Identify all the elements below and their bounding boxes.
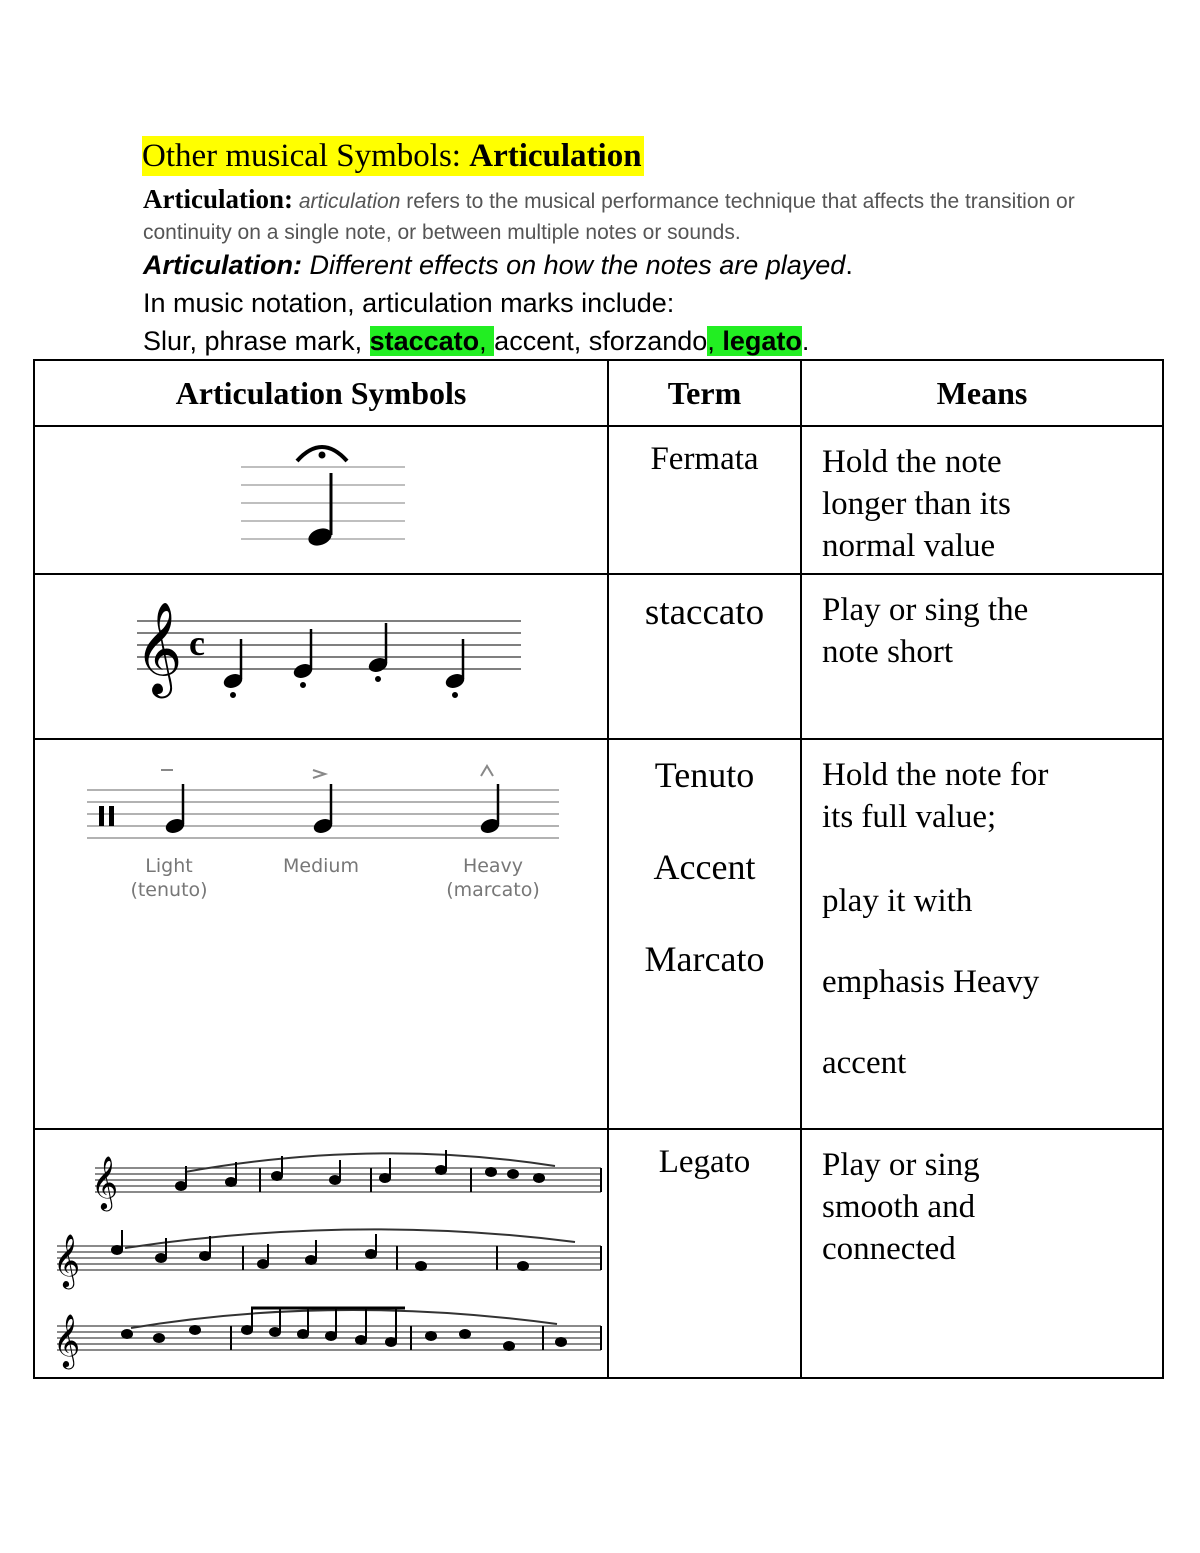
label-marcato: (marcato) [446,879,540,901]
marks-comma1: , [479,326,495,356]
fermata-means-cell [801,426,1163,574]
definition-text: refers to the musical performance technique that affects the transition or continuity on a single note, or between multiple notes or sounds. [143,190,1075,244]
marks-part1: Slur, phrase mark, [143,326,370,356]
means-line: Hold the note [822,444,1002,480]
table-row [34,426,1163,574]
fermata-term-cell [608,426,801,574]
effects-period: . [845,250,853,280]
header-symbols: Articulation Symbols [34,360,608,426]
treble-clef-icon: 𝄞 [53,1233,81,1287]
term-fermata: Fermata [650,441,759,477]
staccato-symbol-cell [34,574,608,739]
means-line: its full value; [822,799,997,835]
means-line: emphasis Heavy [822,964,1040,1000]
legato-symbol-cell [34,1129,608,1378]
staccato-term-cell [608,574,801,739]
label-medium: Medium [283,855,359,877]
common-time-icon: c [189,623,205,663]
title-prefix: Other musical Symbols: [142,138,470,174]
means-line: smooth and [822,1189,976,1225]
definition-paragraph [143,184,1083,248]
term-tenuto: Tenuto [654,755,755,795]
treble-clef-icon: 𝄞 [91,1155,119,1209]
treble-clef-icon: 𝄞 [53,1313,81,1367]
dynamics-means-cell [801,739,1163,1129]
marks-list [143,323,809,359]
marks-end: . [801,326,810,356]
legato-term-cell [608,1129,801,1378]
term-accent: Accent [653,847,756,887]
legato-highlight [707,326,802,356]
staccato-highlight [370,326,495,356]
effects-term: Articulation: [143,250,302,280]
means-line: connected [822,1231,956,1267]
table-header-row [34,360,1163,426]
marks-part2: accent, sforzando [494,326,708,356]
treble-clef-icon: 𝄞 [135,601,183,694]
table-row [34,739,1163,1129]
header-term: Term [608,360,801,426]
means-line: accent [822,1045,907,1081]
term-marcato: Marcato [644,939,765,979]
definition-italic-word: articulation [298,190,401,213]
effects-text: Different effects on how the notes are played [302,250,846,280]
means-line: normal value [822,528,996,564]
articulation-table [33,359,1164,1379]
table-row [34,1129,1163,1378]
page-title [142,136,644,176]
title-bold: Articulation [469,138,642,174]
definition-term: Articulation: [143,184,293,214]
means-line: Hold the note for [822,757,1049,793]
legato-means-cell [801,1129,1163,1378]
means-line: Play or sing [822,1147,980,1183]
fermata-symbol-cell [34,426,608,574]
term-staccato: staccato [644,592,765,633]
dynamics-symbol-cell [34,739,608,1129]
label-light: Light [145,855,193,877]
legato-symbol [35,1130,609,1375]
means-line: play it with [822,883,973,919]
means-line: Play or sing the [822,592,1029,628]
term-legato: Legato [658,1144,751,1180]
label-tenuto: (tenuto) [130,879,208,901]
accent-symbols [35,740,609,920]
staccato-symbol [35,575,609,735]
header-means: Means [801,360,1163,426]
label-heavy: Heavy [462,855,524,877]
means-line: note short [822,634,954,670]
means-line: longer than its [822,486,1011,522]
table-row [34,574,1163,739]
effects-line [143,248,853,282]
fermata-symbol [35,427,609,571]
marks-comma2: , [707,326,723,356]
marks-intro: In music notation, articulation marks include: [143,288,675,318]
staccato-word: staccato [369,326,480,356]
legato-word: legato [722,326,802,356]
staccato-means-cell [801,574,1163,739]
dynamics-term-cell [608,739,801,1129]
